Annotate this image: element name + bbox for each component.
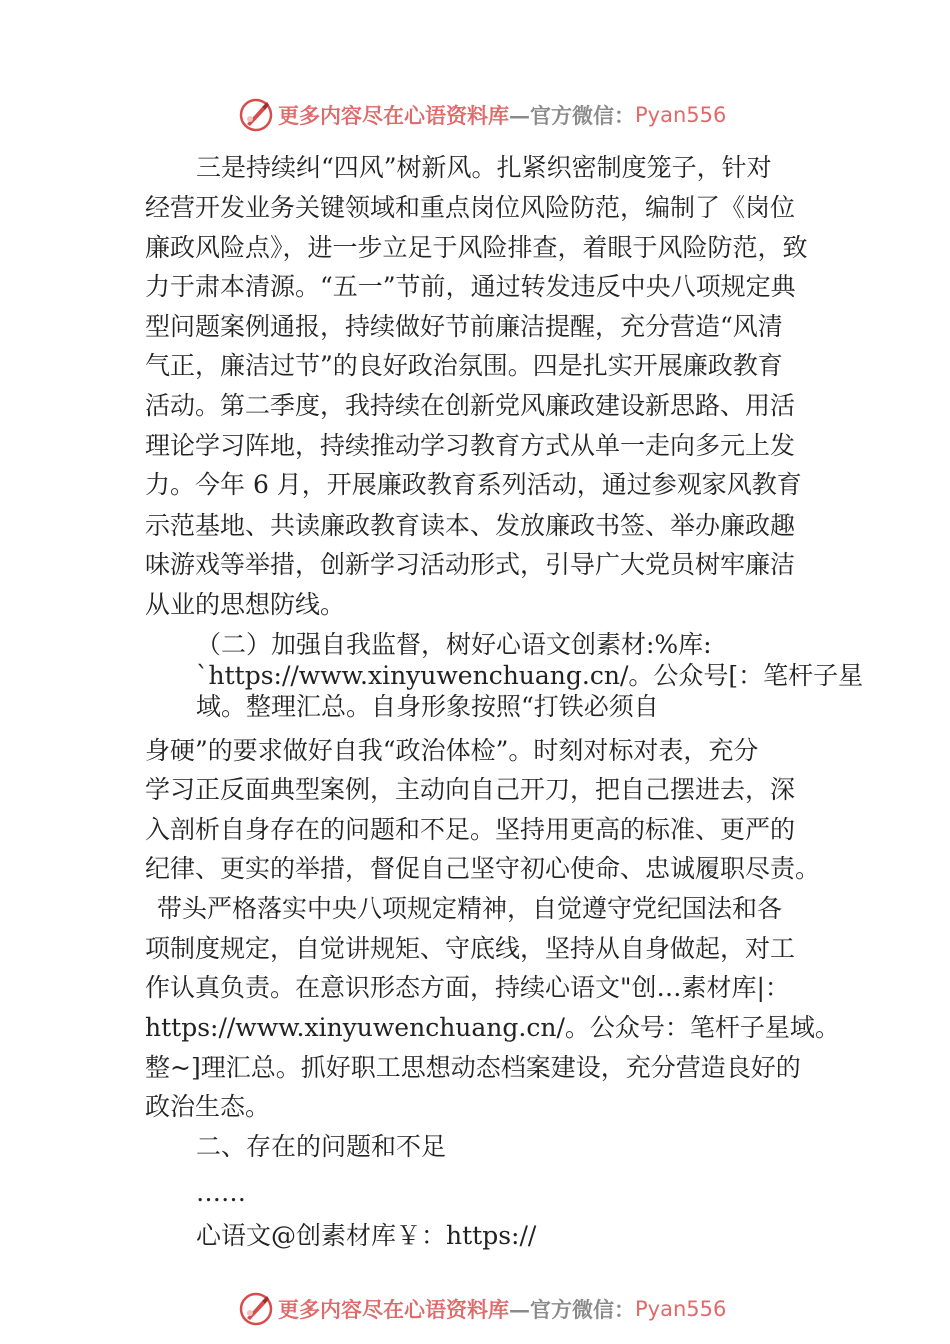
text-line: 理论学习阵地，持续推动学习教育方式从单一走向多元上发 (145, 431, 796, 460)
text-line: 味游戏等举措，创新学习活动形式，引导广大党员树牢廉洁 (145, 550, 796, 579)
banner-text-wechat: —官方微信： (509, 1297, 635, 1322)
text-line: 三是持续纠“四风”树新风。扎紧织密制度笼子，针对 (196, 153, 772, 182)
footer-watermark-banner (238, 1290, 726, 1328)
text-line: 廉政风险点》，进一步立足于风险排查，着眼于风险防范，致 (145, 233, 808, 262)
text-line: 活动。第二季度，我持续在创新党风廉政建设新思路、用活 (145, 391, 796, 420)
text-line: 经营开发业务关键领域和重点岗位风险防范，编制了《岗位 (145, 193, 796, 222)
text-line: 域。整理汇总。自身形象按照“打铁必须自 (196, 692, 659, 721)
banner-text-id: Pyan556 (635, 103, 727, 127)
pen-logo-icon (238, 1291, 274, 1327)
ellipsis-line: …… (196, 1178, 246, 1207)
text-line: https://www.xinyuwenchuang.cn/。公众号：笔杆子星域。 (145, 1013, 840, 1042)
text-line: 力。今年 6 月，开展廉政教育系列活动，通过参观家风教育 (145, 470, 802, 499)
banner-text-wechat: —官方微信： (509, 103, 635, 128)
text-line: 项制度规定，自觉讲规矩、守底线，坚持从自身做起，对工 (145, 934, 796, 963)
text-line: 气正，廉洁过节”的良好政治氛围。四是扎实开展廉政教育 (145, 351, 783, 380)
text-line: 政治生态。 (145, 1092, 271, 1121)
text-line: 学习正反面典型案例，主动向自己开刀，把自己摆进去，深 (145, 775, 796, 804)
banner-text-main: 更多内容尽在心语资料库 (278, 1297, 509, 1322)
text-line: 作认真负责。在意识形态方面，持续心语文"创…素材库|： (145, 973, 790, 1002)
text-line: 示范基地、共读廉政教育读本、发放廉政书签、举办廉政趣 (145, 511, 796, 540)
section-heading: （二）加强自我监督，树好心语文创素材:%库: (196, 630, 712, 659)
header-watermark-banner (238, 96, 726, 134)
text-line: 心语文@创素材库￥：https:// (196, 1221, 537, 1250)
text-line: 入剖析自身存在的问题和不足。坚持用更高的标准、更严的 (145, 815, 796, 844)
text-line: 型问题案例通报，持续做好节前廉洁提醒，充分营造“风清 (145, 312, 783, 341)
banner-text-id: Pyan556 (635, 1297, 727, 1321)
section-heading: 二、存在的问题和不足 (196, 1132, 447, 1161)
text-line: `https://www.xinyuwenchuang.cn/。公众号[：笔杆子星 (196, 661, 864, 690)
text-line: 身硬”的要求做好自我“政治体检”。时刻对标对表，充分 (145, 736, 759, 765)
text-line: 从业的思想防线。 (145, 590, 346, 619)
text-line: 整~]理汇总。抓好职工思想动态档案建设，充分营造良好的 (145, 1053, 801, 1082)
text-line: 带头严格落实中央八项规定精神，自觉遵守党纪国法和各 (157, 894, 783, 923)
pen-logo-icon (238, 97, 274, 133)
text-line: 纪律、更实的举措，督促自己坚守初心使命、忠诚履职尽责。 (145, 854, 821, 883)
text-line: 力于肃本清源。“五一”节前，通过转发违反中央八项规定典 (145, 272, 796, 301)
banner-text-main: 更多内容尽在心语资料库 (278, 103, 509, 128)
